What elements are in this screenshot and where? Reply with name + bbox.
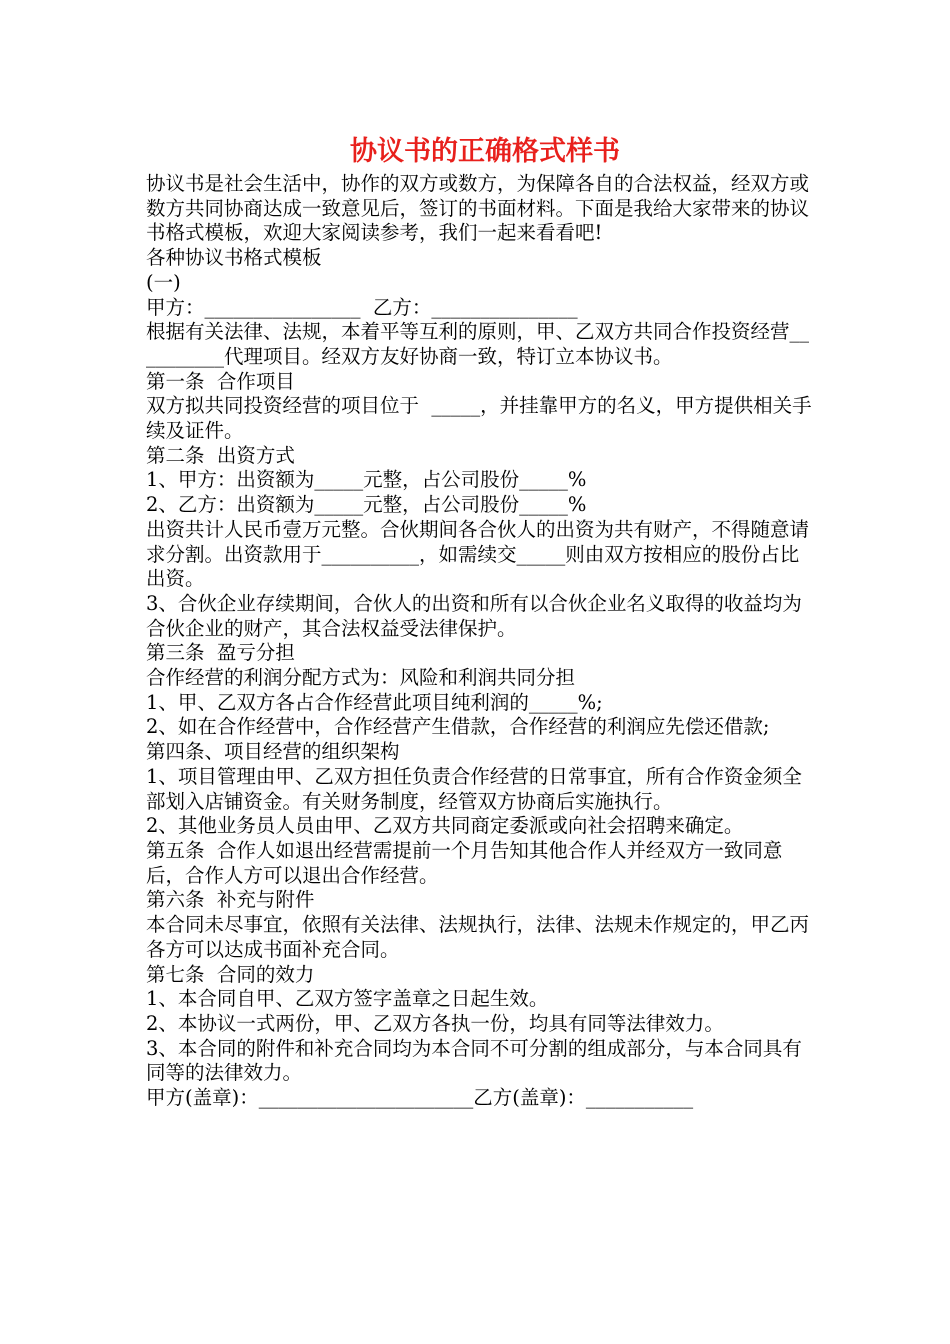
paragraph: 2、乙方：出资额为_____元整，占公司股份_____% (146, 493, 587, 517)
paragraph: 第一条 合作项目 (146, 369, 295, 393)
paragraph: 根据有关法律、法规，本着平等互利的原则，甲、乙双方共同合作投资经营__________代理项目。经双方友好协商一致，特订立本协议书。 (146, 320, 810, 368)
document-body (146, 172, 816, 1111)
paragraph: 2、如在合作经营中，合作经营产生借款，合作经营的利润应先偿还借款; (146, 715, 770, 739)
paragraph: 1、甲方：出资额为_____元整，占公司股份_____% (146, 468, 587, 492)
paragraph: 甲方(盖章)：______________________乙方(盖章)：___________ (146, 1086, 694, 1110)
paragraph: 1、本合同自甲、乙双方签字盖章之日起生效。 (146, 987, 549, 1011)
paragraph: 出资共计人民币壹万元整。合伙期间各合伙人的出资为共有财产，不得随意请求分割。出资款用于__________，如需续交_____则由双方按相应的股份占比出资。 (146, 517, 810, 591)
paragraph: 各种协议书格式模板 (146, 246, 322, 270)
paragraph: 2、本协议一式两份，甲、乙双方各执一份，均具有同等法律效力。 (146, 1011, 724, 1035)
paragraph: 第四条、项目经营的组织架构 (146, 740, 400, 764)
paragraph: 第六条 补充与附件 (146, 888, 315, 912)
paragraph: 双方拟共同投资经营的项目位于 _____，并挂靠甲方的名义，甲方提供相关手续及证件。 (146, 394, 812, 443)
paragraph: (一) (146, 270, 181, 294)
document-page (146, 132, 816, 1111)
paragraph: 第二条 出资方式 (146, 443, 295, 467)
document-title: 协议书的正确格式样书 (350, 136, 620, 167)
paragraph: 第三条 盈亏分担 (146, 641, 295, 665)
paragraph: 合作经营的利润分配方式为：风险和利润共同分担 (146, 666, 576, 690)
paragraph: 3、本合同的附件和补充合同均为本合同不可分割的组成部分，与本合同具有同等的法律效力。 (146, 1036, 802, 1085)
paragraph: 3、合伙企业存续期间，合伙人的出资和所有以合伙企业名义取得的收益均为合伙企业的财产，其合法权益受法律保护。 (146, 591, 802, 640)
paragraph: 1、甲、乙双方各占合作经营此项目纯利润的_____%; (146, 690, 603, 714)
paragraph: 2、其他业务员人员由甲、乙双方共同商定委派或向社会招聘来确定。 (146, 814, 744, 838)
paragraph: 1、项目管理由甲、乙双方担任负责合作经营的日常事宜，所有合作资金须全部划入店铺资金。有关财务制度，经管双方协商后实施执行。 (146, 764, 802, 813)
paragraph: 第七条 合同的效力 (146, 962, 315, 986)
paragraph: 第五条 合作人如退出经营需提前一个月告知其他合作人并经双方一致同意后，合作人方可以退出合作经营。 (146, 838, 783, 887)
paragraph: 协议书是社会生活中，协作的双方或数方，为保障各自的合法权益，经双方或数方共同协商达成一致意见后，签订的书面材料。下面是我给大家带来的协议书格式模板，欢迎大家阅读参考，我们一起来看看吧! (146, 172, 810, 245)
paragraph: 甲方：________________ 乙方：_______________ (146, 295, 578, 319)
paragraph: 本合同未尽事宜，依照有关法律、法规执行，法律、法规未作规定的，甲乙丙各方可以达成书面补充合同。 (146, 913, 810, 961)
